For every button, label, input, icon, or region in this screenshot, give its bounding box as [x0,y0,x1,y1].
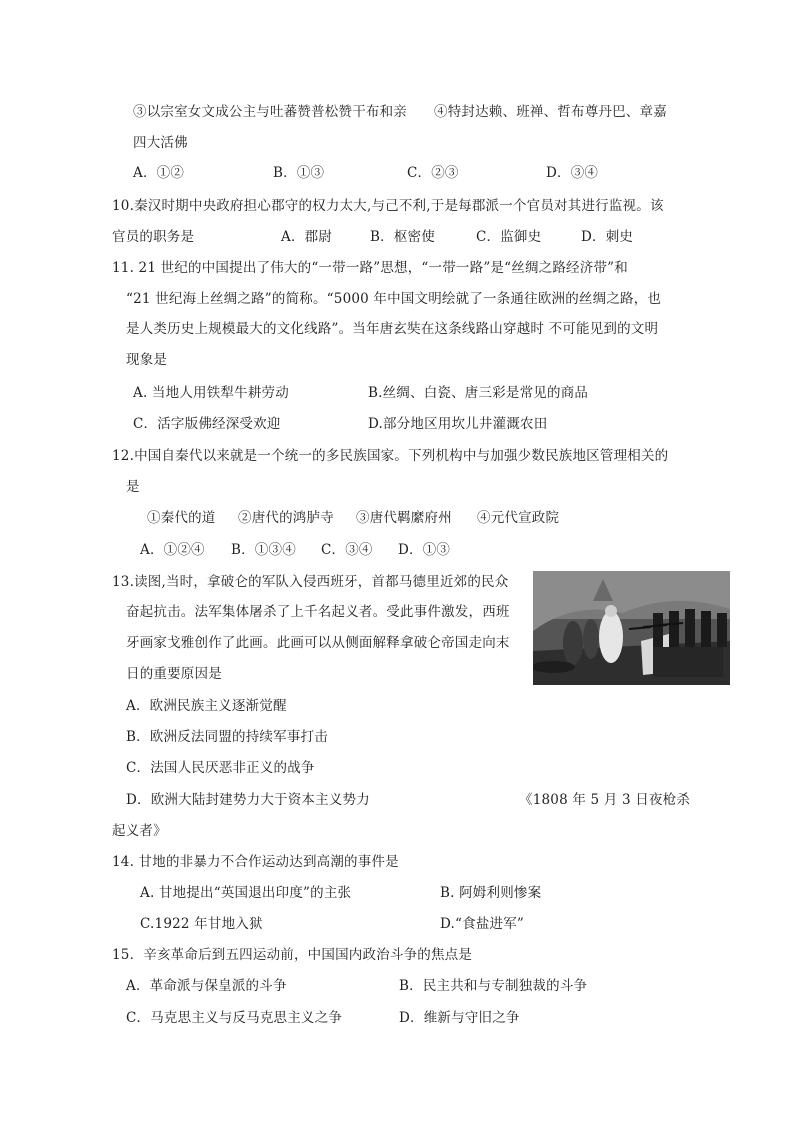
q9-option-4: ④特封达赖、班禅、哲布尊丹巴、章嘉 [434,104,667,120]
q12-choice-b: B．①③④ [231,542,296,558]
q11-choice-c: C．活字版佛经深受欢迎 [133,416,281,432]
q10-choice-c: C．监御史 [476,229,542,245]
q13-painting-caption: 《1808 年 5 月 3 日夜枪杀 [519,792,691,808]
q13-choice-a: A．欧洲民族主义逐渐觉醒 [126,698,287,714]
q11-stem-line2: “21 世纪海上丝绸之路”的简称。“5000 年中国文明绘就了一条通往欧洲的丝绸之路，也 [126,291,662,307]
q14-choice-d: D.“食盐进军” [440,916,525,932]
q14-choice-b: B. 阿姆利则惨案 [440,885,542,901]
q11-choice-d: D.部分地区用坎儿井灌溉农田 [368,416,548,432]
goya-painting-image [533,571,730,685]
q13-stem-line4: 日的重要原因是 [126,666,222,682]
q15-choice-d: D．维新与守旧之争 [399,1010,520,1026]
q15-choice-a: A．革命派与保皇派的斗争 [126,978,287,994]
q12-choice-c: C．③④ [321,542,373,558]
q9-choice-c: C．②③ [407,165,459,181]
q10-stem-line1: 10.秦汉时期中央政府担心郡守的权力太大,与己不利,于是每郡派一个官员对其进行监视。该 [112,198,664,214]
q9-option-4-cont: 四大活佛 [133,135,188,151]
q12-item-3: ③唐代羁縻府州 [356,510,452,526]
q13-stem-line1: 13.读图,当时，拿破仑的军队入侵西班牙，首都马德里近郊的民众 [112,574,509,590]
q9-option-3: ③以宗室女文成公主与吐蕃赞普松赞干布和亲 [133,104,407,120]
q12-item-1: ①秦代的道 [147,510,216,526]
q11-choice-a: A. 当地人用铁犁牛耕劳动 [133,385,289,401]
q9-choice-d: D．③④ [546,165,599,181]
q14-choice-c: C.1922 年甘地入狱 [140,916,263,932]
q13-choice-c: C．法国人民厌恶非正义的战争 [126,760,315,776]
q11-stem-line3: 是人类历史上规模最大的文化线路”。当年唐玄奘在这条线路山穿越时 不可能见到的文明 [126,321,659,337]
q13-choice-d: D．欧洲大陆封建势力大于资本主义势力 [126,792,370,808]
q11-choice-b: B.丝绸、白瓷、唐三彩是常见的商品 [368,385,589,401]
q9-choice-a: A．①② [133,165,185,181]
q10-choice-b: B．枢密使 [370,229,435,245]
q13-stem-line2: 奋起抗击。法军集体屠杀了上千名起义者。受此事件激发，西班 [126,604,510,620]
q11-stem-line4: 现象是 [126,352,168,368]
q15-stem: 15．辛亥革命后到五四运动前，中国国内政治斗争的焦点是 [112,947,473,963]
q12-stem-line1: 12.中国自秦代以来就是一个统一的多民族国家。下列机构中与加强少数民族地区管理相关的 [112,448,669,464]
q15-choice-c: C．马克思主义与反马克思主义之争 [126,1010,343,1026]
q10-choice-d: D．刺史 [581,229,634,245]
q12-item-4: ④元代宣政院 [477,510,560,526]
q13-stem-line3: 牙画家戈雅创作了此画。此画可以从侧面解释拿破仑帝国走向末 [126,635,510,651]
q14-choice-a: A. 甘地提出“英国退出印度”的主张 [140,885,352,901]
q11-stem-line1: 11. 21 世纪的中国提出了伟大的“一带一路”思想，“一带一路”是“丝绸之路经济带”和 [112,260,628,276]
q10-choice-a: A．郡尉 [281,229,333,245]
q13-painting-caption-cont: 起义者》 [112,823,167,839]
q14-stem: 14. 甘地的非暴力不合作运动达到高潮的事件是 [112,854,399,870]
q15-choice-b: B．民主共和与专制独裁的斗争 [399,978,588,994]
q12-stem-line2: 是 [126,479,140,495]
q9-choice-b: B．①③ [273,165,325,181]
q12-choice-a: A．①②④ [140,542,205,558]
q12-choice-d: D．①③ [398,542,451,558]
q12-item-2: ②唐代的鸿胪寺 [238,510,334,526]
q10-stem-line2: 官员的职务是 [112,229,195,245]
q13-choice-b: B．欧洲反法同盟的持续军事打击 [126,729,328,745]
